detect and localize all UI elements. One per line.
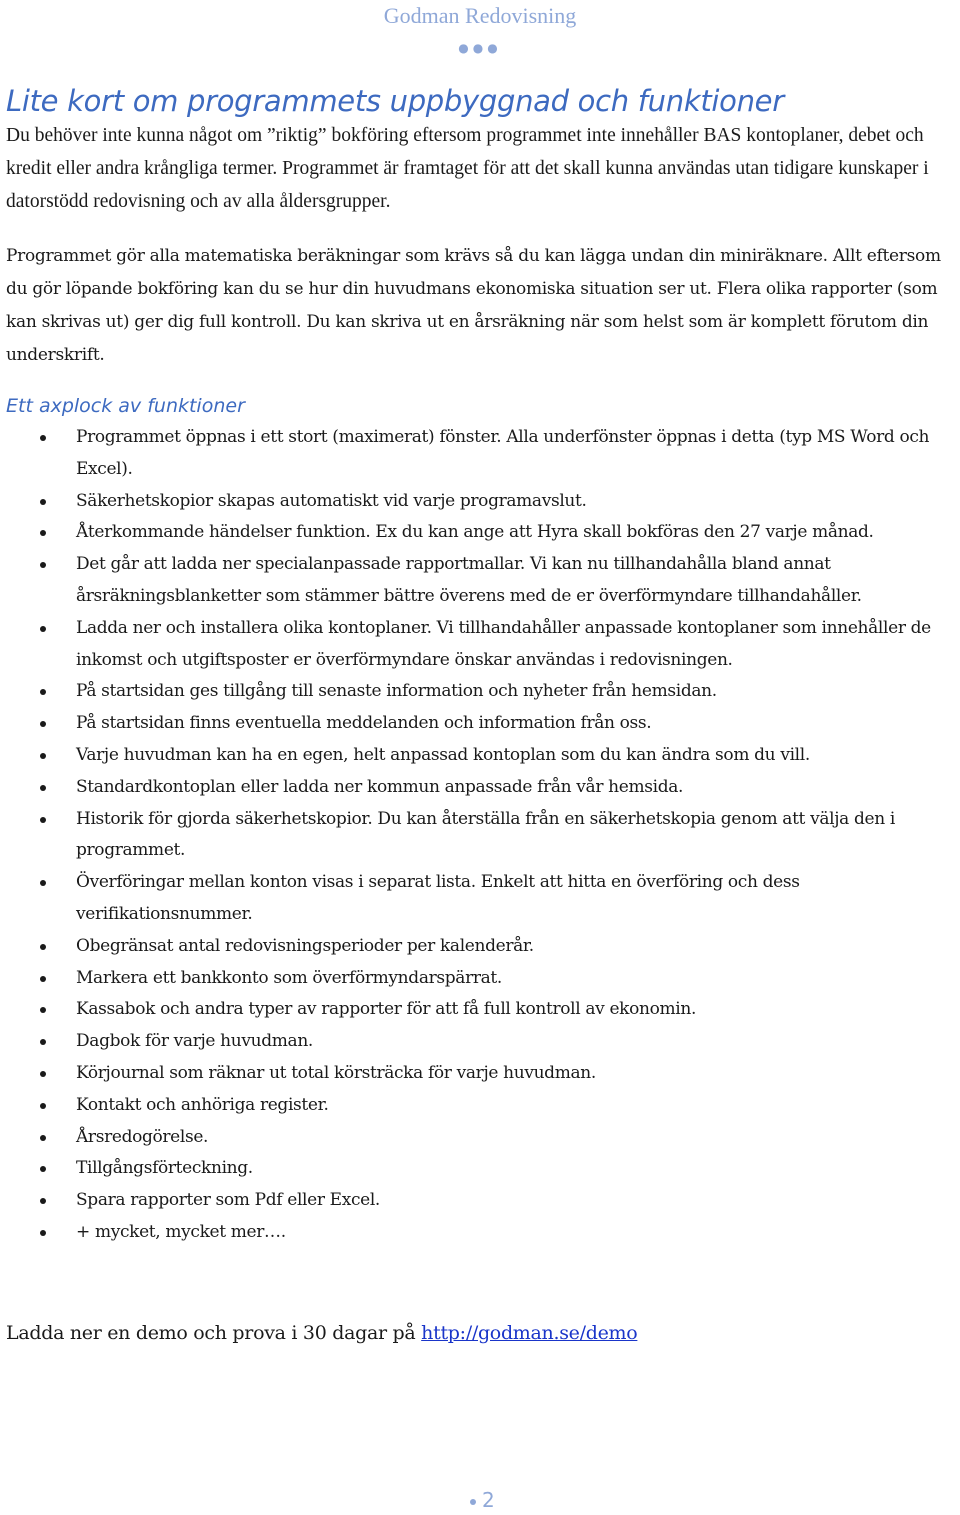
list-item-text: Kontakt och anhöriga register. (76, 1094, 329, 1115)
list-item-text: Tillgångsförteckning. (76, 1158, 253, 1179)
page-number-value: 2 (482, 1488, 495, 1512)
list-item (0, 994, 960, 1026)
list-item-text: Programmet öppnas i ett stort (maximerat) fönster. Alla underfönster öppnas i detta (typ MS Word och Excel). (76, 427, 930, 479)
demo-link[interactable]: http://godman.se/demo (421, 1322, 638, 1344)
bullet-icon (40, 1135, 46, 1141)
features-heading: Ett axplock av funktioner (6, 395, 245, 417)
list-item (0, 676, 960, 708)
list-item-text: Varje huvudman kan ha en egen, helt anpassad kontoplan som du kan ändra som du vill. (76, 744, 810, 765)
list-item (0, 1122, 960, 1154)
list-item-text: Markera ett bankkonto som överförmyndarspärrat. (76, 967, 502, 988)
list-item (0, 1217, 960, 1249)
bullet-icon (40, 1071, 46, 1077)
bullet-icon (40, 1039, 46, 1045)
list-item-text: Körjournal som räknar ut total körsträcka för varje huvudman. (76, 1062, 596, 1083)
page-title: Lite kort om programmets uppbyggnad och funktioner (6, 84, 784, 118)
bullet-icon (40, 562, 46, 568)
list-item (0, 1090, 960, 1122)
list-item (0, 1058, 960, 1090)
list-item-text: Kassabok och andra typer av rapporter för att få full kontroll av ekonomin. (76, 999, 696, 1020)
bullet-icon (40, 785, 46, 791)
bullet-icon (40, 626, 46, 632)
list-item-text: Dagbok för varje huvudman. (76, 1031, 313, 1052)
bullet-icon (40, 1007, 46, 1013)
features-list (0, 422, 960, 1249)
list-item-text: Årsredogörelse. (76, 1126, 209, 1147)
bullet-icon (40, 1198, 46, 1204)
list-item (0, 708, 960, 740)
bullet-icon (40, 530, 46, 536)
bullet-icon (40, 689, 46, 695)
list-item (0, 613, 960, 677)
intro-paragraph: Du behöver inte kunna något om ”riktig” bokföring eftersom programmet inte innehåller BAS kontoplaner, debet och kredit eller andra krångliga termer. Programmet är framtaget för att det skall kunna användas utan tidigare kunskaper i datorstödd redovisning och av alla åldersgrupper. (6, 125, 929, 212)
demo-text: Ladda ner en demo och prova i 30 dagar på (6, 1322, 422, 1344)
bullet-icon (40, 817, 46, 823)
list-item-text: På startsidan ges tillgång till senaste information och nyheter från hemsidan. (76, 681, 717, 702)
bullet-icon (40, 880, 46, 886)
list-item-text: Obegränsat antal redovisningsperioder per kalenderår. (76, 935, 534, 956)
list-item-text: Standardkontoplan eller ladda ner kommun anpassade från vår hemsida. (76, 776, 684, 797)
page-number (470, 1488, 495, 1512)
bullet-icon (40, 976, 46, 982)
list-item (0, 517, 960, 549)
bullet-icon (40, 1230, 46, 1236)
list-item-text: Det går att ladda ner specialanpassade rapportmallar. Vi kan nu tillhandahålla bland annat årsräkningsblanketter som stämmer bättre överens med de er överförmyndare tillhandahåller. (76, 554, 862, 606)
demo-line (6, 1322, 637, 1344)
list-item-text: Återkommande händelser funktion. Ex du kan ange att Hyra skall bokföras den 27 varje månad. (76, 522, 874, 543)
list-item (0, 486, 960, 518)
list-item (0, 1185, 960, 1217)
list-item-text: Säkerhetskopior skapas automatiskt vid varje programavslut. (76, 490, 587, 511)
list-item-text: Ladda ner och installera olika kontoplaner. Vi tillhandahåller anpassade kontoplaner som innehåller de inkomst och utgiftsposter er överförmyndare önskar användas i redovisningen. (76, 617, 931, 670)
list-item (0, 422, 960, 486)
bullet-icon (40, 1166, 46, 1172)
list-item-text: + mycket, mycket mer…. (76, 1221, 286, 1242)
list-item-text: Spara rapporter som Pdf eller Excel. (76, 1190, 380, 1211)
bullet-icon (40, 721, 46, 727)
list-item-text: På startsidan finns eventuella meddelanden och information från oss. (76, 713, 652, 734)
list-item (0, 1026, 960, 1058)
list-item-text: Överföringar mellan konton visas i separat lista. Enkelt att hitta en överföring och dess verifikationsnummer. (76, 872, 800, 924)
list-item (0, 1153, 960, 1185)
bullet-icon (40, 753, 46, 759)
bullet-icon (40, 1103, 46, 1109)
list-item-text: Historik för gjorda säkerhetskopior. Du kan återställa från en säkerhetskopia genom att välja den i programmet. (76, 808, 895, 861)
list-item (0, 549, 960, 613)
bullet-icon (40, 435, 46, 441)
list-item (0, 804, 960, 868)
list-item (0, 740, 960, 772)
list-item (0, 867, 960, 931)
page-number-dot-icon (470, 1499, 476, 1505)
list-item (0, 772, 960, 804)
bullet-icon (40, 499, 46, 505)
running-header: Godman Redovisning (383, 3, 577, 28)
bullet-icon (40, 944, 46, 950)
list-item (0, 931, 960, 963)
list-item (0, 963, 960, 995)
calculation-paragraph: Programmet gör alla matematiska beräkningar som krävs så du kan lägga undan din miniräknare. Allt eftersom du gör löpande bokföring kan du se hur din huvudmans ekonomiska situation ser ut. Flera olika rapporter (som kan skrivas ut) ger dig full kontroll. Du kan skriva ut en årsräkning när som helst som är komplett förutom din underskrift. (6, 246, 941, 365)
header-dots-ornament: ●●● (458, 41, 502, 55)
